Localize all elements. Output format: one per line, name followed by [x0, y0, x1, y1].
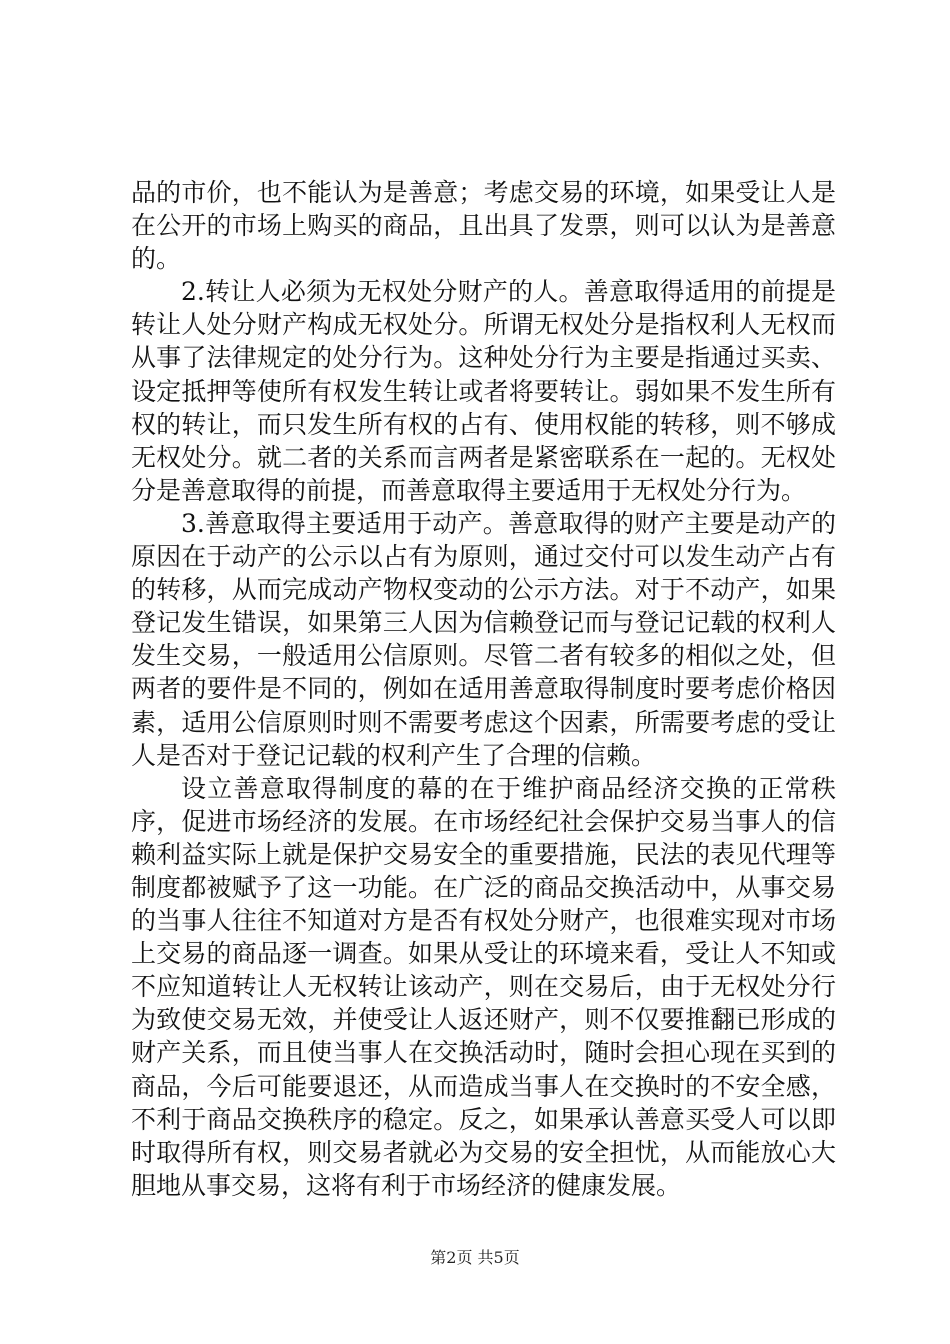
paragraph-point-3: 3.善意取得主要适用于动产。善意取得的财产主要是动产的原因在于动产的公示以占有为原则，通过交付可以发生动产占有的转移，从而完成动产物权变动的公示方法。对于不动产，如果登记发生错误，如果第三人因为信赖登记而与登记记载的权利人发生交易，一般适用公信原则。尽管二者有较多的相似之处，但两者的要件是不同的，例如在适用善意取得制度时要考虑价格因素，适用公信原则时则不需要考虑这个因素，所需要考虑的受让人是否对于登记记载的权利产生了合理的信赖。	[131, 508, 836, 770]
document-body	[131, 176, 836, 1202]
paragraph-point-2: 2.转让人必须为无权处分财产的人。善意取得适用的前提是转让人处分财产构成无权处分。所谓无权处分是指权利人无权而从事了法律规定的处分行为。这种处分行为主要是指通过买卖、设定抵押等使所有权发生转让或者将要转让。弱如果不发生所有权的转让，而只发生所有权的占有、使用权能的转移，则不够成无权处分。就二者的关系而言两者是紧密联系在一起的。无权处分是善意取得的前提，而善意取得主要适用于无权处分行为。	[131, 277, 836, 505]
paragraph-continuation: 品的市价，也不能认为是善意；考虑交易的环境，如果受让人是在公开的市场上购买的商品，且出具了发票，则可以认为是善意的。	[131, 178, 836, 274]
page-number-footer: 第2页 共5页	[430, 1248, 520, 1267]
paragraph-purpose: 设立善意取得制度的幕的在于维护商品经济交换的正常秩序，促进市场经济的发展。在市场经纪社会保护交易当事人的信赖利益实际上就是保护交易安全的重要措施，民法的表见代理等制度都被赋予了这一功能。在广泛的商品交换活动中，从事交易的当事人往往不知道对方是否有权处分财产，也很难实现对市场上交易的商品逐一调查。如果从受让的环境来看，受让人不知或不应知道转让人无权转让该动产，则在交易后，由于无权处分行为致使交易无效，并使受让人返还财产，则不仅要推翻已形成的财产关系，而且使当事人在交换活动时，随时会担心现在买到的商品，今后可能要退还，从而造成当事人在交换时的不安全感，不利于商品交换秩序的稳定。反之，如果承认善意买受人可以即时取得所有权，则交易者就必为交易的安全担忧，从而能放心大胆地从事交易，这将有利于市场经济的健康发展。	[131, 773, 836, 1200]
